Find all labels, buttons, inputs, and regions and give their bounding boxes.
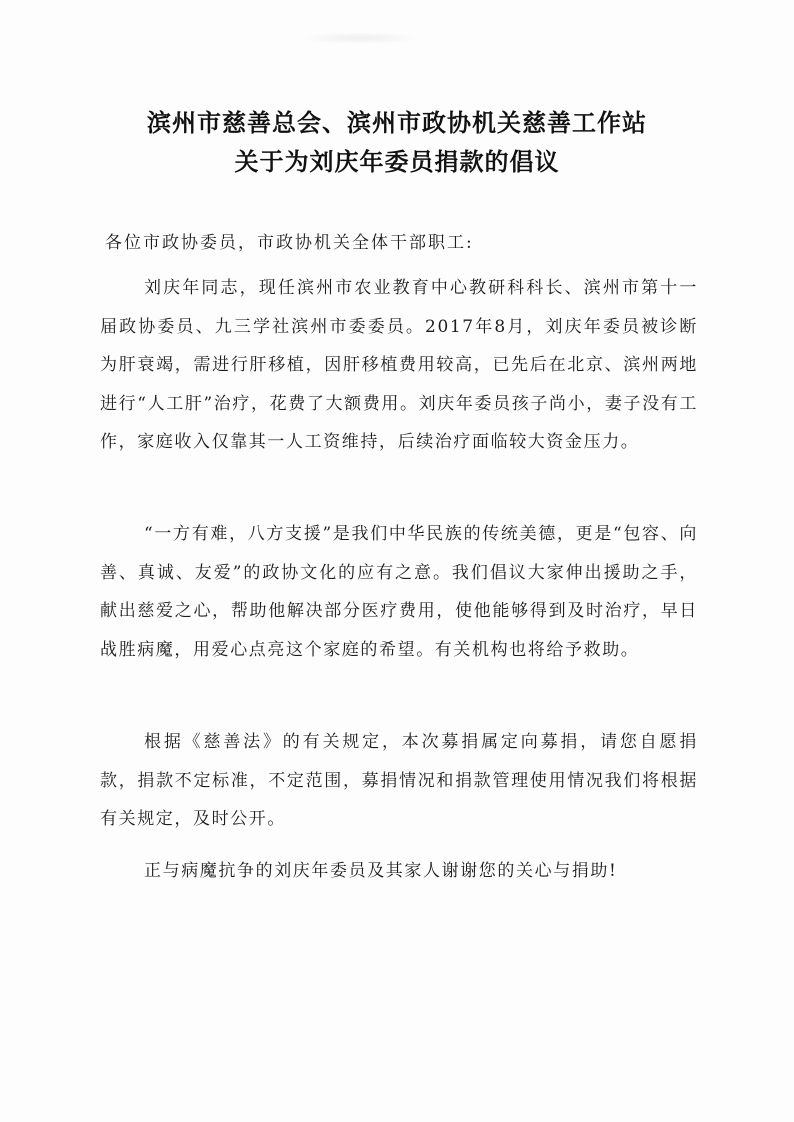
paragraph-background: 刘庆年同志，现任滨州市农业教育中心教研科科长、滨州市第十一届政协委员、九三学社滨州市委委员。2017年8月，刘庆年委员被诊断为肝衰竭，需进行肝移植，因肝移植费用较高，已先后在北京、滨州两地进行“人工肝”治疗，花费了大额费用。刘庆年委员孩子尚小，妻子没有工作，家庭收入仅靠其一人工资维持，后续治疗面临较大资金压力。 — [100, 278, 698, 452]
paragraph-legal-basis: 根据《慈善法》的有关规定，本次募捐属定向募捐，请您自愿捐款，捐款不定标准，不定范围，募捐情况和捐款管理使用情况我们将根据有关规定，及时公开。 — [100, 732, 698, 829]
document-title-line-1: 滨州市慈善总会、滨州市政协机关慈善工作站 — [147, 108, 647, 137]
paragraph-appeal: “一方有难，八方支援”是我们中华民族的传统美德，更是“包容、向善、真诚、友爱”的政协文化的应有之意。我们倡议大家伸出援助之手，献出慈爱之心，帮助他解决部分医疗费用，使他能够得到及时治疗，早日战胜病魔，用爱心点亮这个家庭的希望。有关机构也将给予救助。 — [100, 524, 698, 660]
paper-crease — [300, 32, 420, 44]
paragraph-thanks: 正与病魔抗争的刘庆年委员及其家人谢谢您的关心与捐助! — [144, 861, 618, 881]
document-title-line-2: 关于为刘庆年委员捐款的倡议 — [234, 147, 560, 176]
salutation: 各位市政协委员，市政协机关全体干部职工: — [105, 233, 474, 253]
